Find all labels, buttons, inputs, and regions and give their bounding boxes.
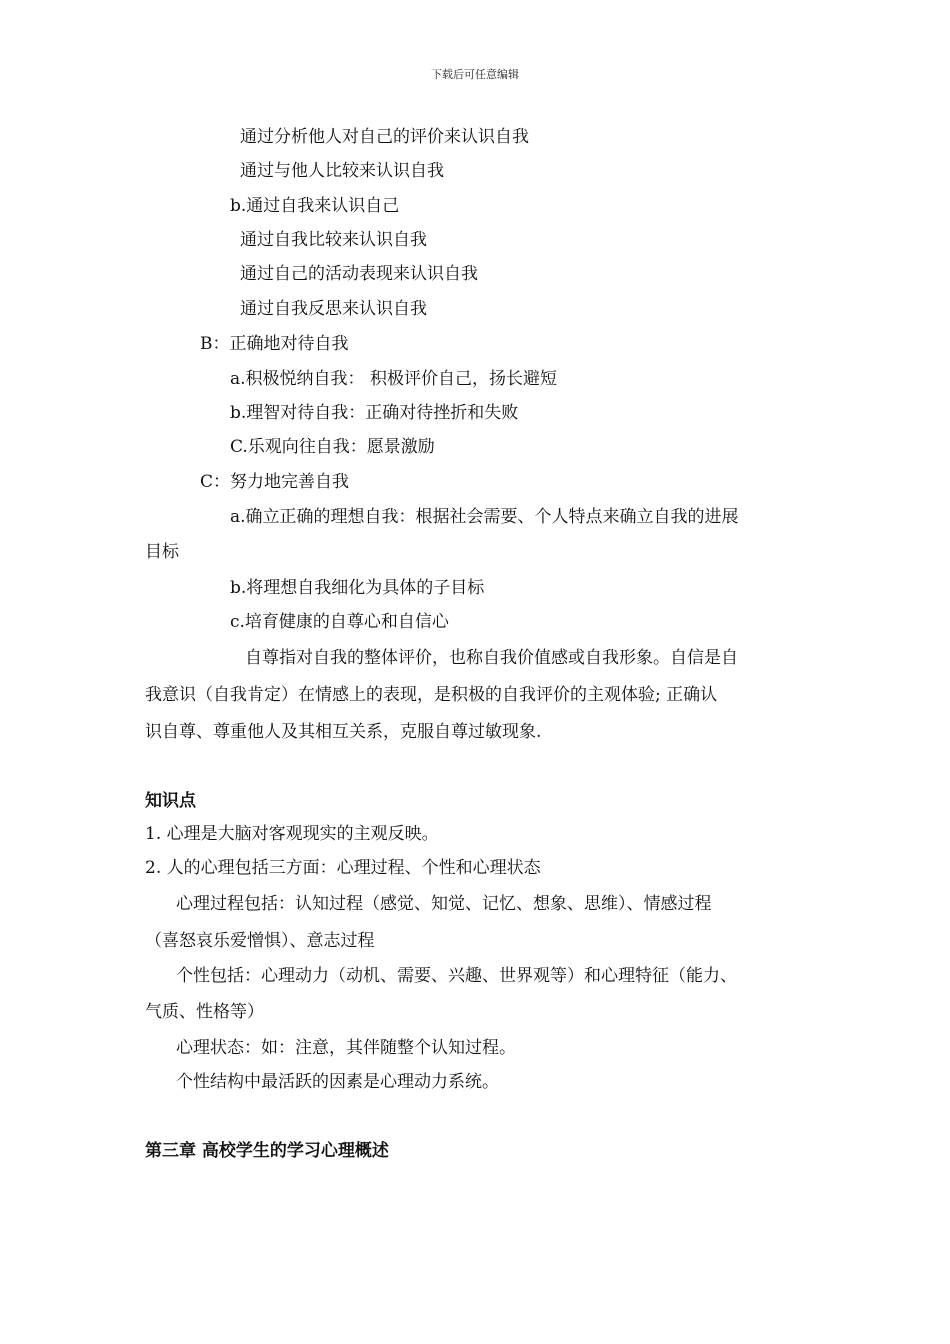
paragraph-line: 个性结构中最活跃的因素是心理动力系统。 bbox=[176, 1072, 499, 1092]
list-item: 2. 人的心理包括三方面：心理过程、个性和心理状态 bbox=[145, 858, 541, 878]
text-line: b.通过自我来认识自己 bbox=[230, 196, 400, 216]
text-line: 通过分析他人对自己的评价来认识自我 bbox=[240, 127, 529, 147]
text-line: c.培育健康的自尊心和自信心 bbox=[230, 612, 449, 632]
text-line: b.理智对待自我：正确对待挫折和失败 bbox=[230, 403, 519, 423]
paragraph-line: 个性包括：心理动力（动机、需要、兴趣、世界观等）和心理特征（能力、 bbox=[176, 966, 737, 986]
text-line: b.将理想自我细化为具体的子目标 bbox=[230, 578, 485, 598]
text-line: 通过与他人比较来认识自我 bbox=[240, 161, 444, 181]
paragraph-line: 我意识（自我肯定）在情感上的表现，是积极的自我评价的主观体验; 正确认 bbox=[145, 685, 718, 705]
page-header: 下载后可任意编辑 bbox=[431, 68, 519, 81]
text-line: 通过自我比较来认识自我 bbox=[240, 230, 427, 250]
paragraph-line: 自尊指对自我的整体评价，也称自我价值感或自我形象。自信是自 bbox=[245, 648, 738, 668]
section-heading: C：努力地完善自我 bbox=[200, 472, 350, 492]
knowledge-heading: 知识点 bbox=[145, 791, 196, 811]
text-line: 目标 bbox=[145, 542, 179, 562]
section-heading: B：正确地对待自我 bbox=[200, 334, 349, 354]
paragraph-line: 心理过程包括：认知过程（感觉、知觉、记忆、想象、思维）、情感过程 bbox=[176, 894, 712, 914]
paragraph-line: 心理状态：如：注意，其伴随整个认知过程。 bbox=[176, 1038, 516, 1058]
text-line: a.确立正确的理想自我：根据社会需要、个人特点来确立自我的进展 bbox=[230, 507, 739, 527]
paragraph-line: （喜怒哀乐爱憎惧）、意志过程 bbox=[145, 931, 375, 951]
list-item: 1. 心理是大脑对客观现实的主观反映。 bbox=[145, 824, 439, 844]
text-line: 通过自己的活动表现来认识自我 bbox=[240, 264, 478, 284]
chapter-title: 第三章 高校学生的学习心理概述 bbox=[145, 1141, 389, 1161]
paragraph-line: 气质、性格等） bbox=[145, 1002, 264, 1022]
text-line: a.积极悦纳自我： 积极评价自己，扬长避短 bbox=[230, 369, 557, 389]
paragraph-line: 识自尊、尊重他人及其相互关系，克服自尊过敏现象. bbox=[145, 722, 542, 742]
text-line: 通过自我反思来认识自我 bbox=[240, 299, 427, 319]
text-line: C.乐观向往自我：愿景激励 bbox=[230, 437, 435, 457]
